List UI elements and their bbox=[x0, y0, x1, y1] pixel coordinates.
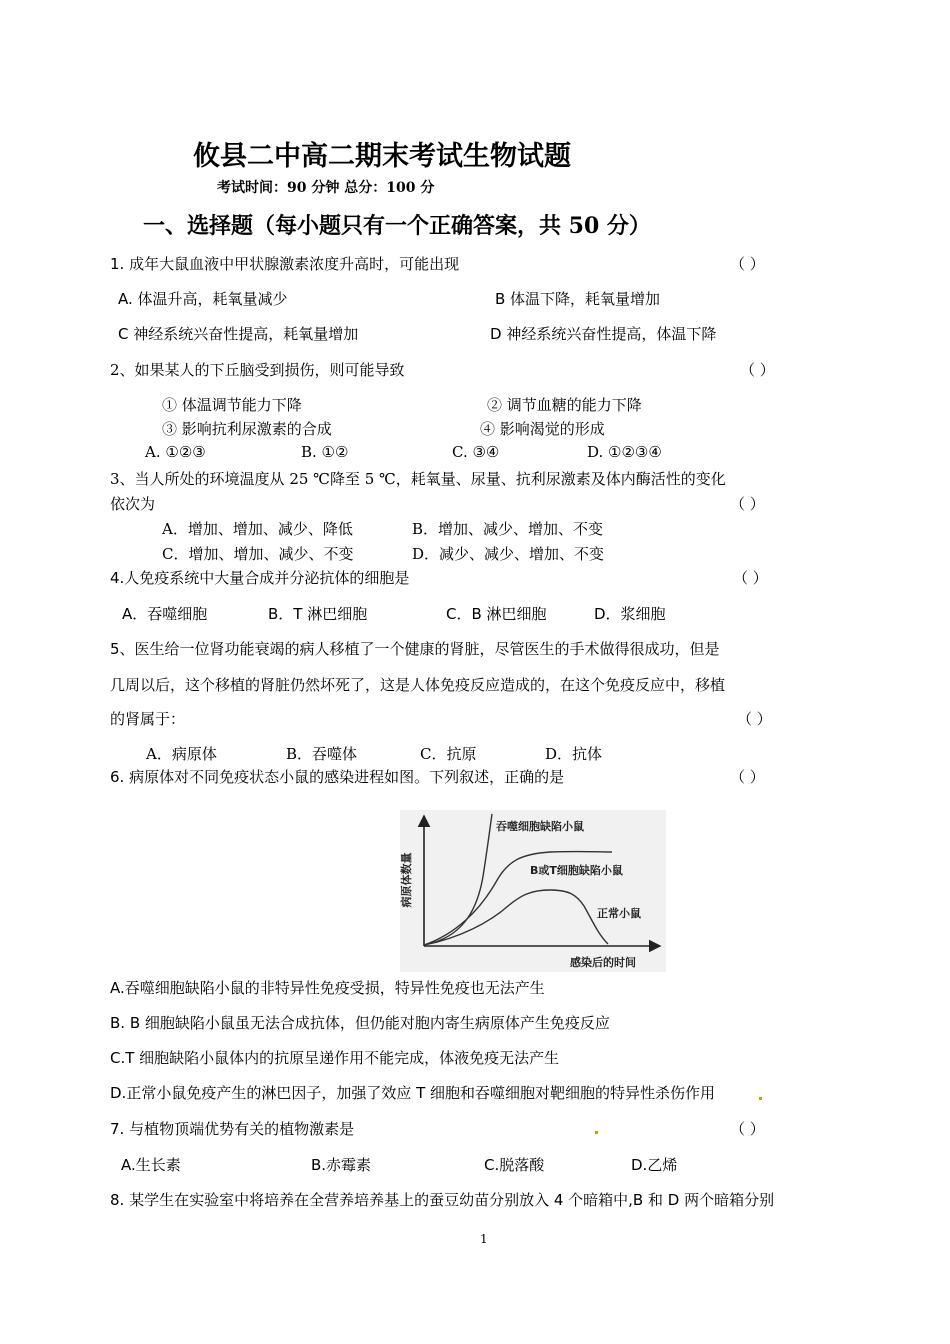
y-axis-label: 病原体数量 bbox=[400, 852, 413, 908]
curve-label-phagocyte: 吞噬细胞缺陷小鼠 bbox=[496, 820, 584, 833]
page-title: 攸县二中高二期末考试生物试题 bbox=[193, 141, 571, 172]
curve-normal-mouse bbox=[424, 890, 608, 945]
q6-option-a: A.吞噬细胞缺陷小鼠的非特异性免疫受损，特异性免疫也无法产生 bbox=[110, 979, 545, 997]
q3-option-c: C．增加、增加、减少、不变 bbox=[162, 545, 354, 563]
q2-stem: 2、如果某人的下丘脑受到损伤，则可能导致 bbox=[110, 361, 405, 379]
q6-option-c: C.T 细胞缺陷小鼠体内的抗原呈递作用不能完成，体液免疫无法产生 bbox=[110, 1049, 560, 1067]
q6-option-d: D.正常小鼠免疫产生的淋巴因子，加强了效应 T 细胞和吞噬细胞对靶细胞的特异性杀伤作用 bbox=[110, 1084, 716, 1102]
q2-option-b: B. ①② bbox=[301, 443, 349, 461]
q2-item-1: ① 体温调节能力下降 bbox=[162, 396, 302, 414]
q2-option-a: A. ①②③ bbox=[145, 443, 206, 461]
q1-option-d: D 神经系统兴奋性提高，体温下降 bbox=[490, 325, 717, 343]
q4-option-b: B．T 淋巴细胞 bbox=[268, 605, 368, 623]
q1-option-b: B 体温下降，耗氧量增加 bbox=[495, 290, 661, 308]
q5-answer-blank: （ ） bbox=[737, 710, 772, 728]
curve-label-bt: B或T细胞缺陷小鼠 bbox=[530, 864, 623, 877]
curve-phagocyte-deficient bbox=[424, 814, 492, 945]
q7-option-d: D.乙烯 bbox=[631, 1156, 678, 1174]
q2-item-4: ④ 影响渴觉的形成 bbox=[480, 420, 605, 438]
stray-mark bbox=[595, 1131, 598, 1134]
q7-answer-blank: （ ） bbox=[730, 1120, 765, 1138]
q4-stem: 4.人免疫系统中大量合成并分泌抗体的细胞是 bbox=[110, 569, 410, 587]
x-axis-label: 感染后的时间 bbox=[570, 956, 636, 969]
q3-option-d: D．减少、减少、增加、不变 bbox=[412, 545, 605, 563]
q4-option-d: D．浆细胞 bbox=[594, 605, 666, 623]
curve-label-normal: 正常小鼠 bbox=[597, 907, 641, 920]
q6-answer-blank: （ ） bbox=[730, 768, 765, 786]
q7-option-a: A.生长素 bbox=[121, 1156, 181, 1174]
q2-answer-blank: （ ） bbox=[740, 361, 775, 379]
q7-option-c: C.脱落酸 bbox=[484, 1156, 545, 1174]
q5-stem-line1: 5、医生给一位肾功能衰竭的病人移植了一个健康的肾脏，尽管医生的手术做得很成功，但是 bbox=[110, 640, 720, 658]
q5-option-a: A．病原体 bbox=[146, 745, 217, 763]
q5-option-b: B．吞噬体 bbox=[286, 745, 358, 763]
q5-option-d: D．抗体 bbox=[545, 745, 603, 763]
q7-stem: 7. 与植物顶端优势有关的植物激素是 bbox=[110, 1120, 355, 1138]
q4-answer-blank: （ ） bbox=[733, 569, 768, 587]
exam-info: 考试时间：90 分钟 总分：100 分 bbox=[217, 180, 435, 196]
q7-option-b: B.赤霉素 bbox=[311, 1156, 372, 1174]
q3-answer-blank: （ ） bbox=[730, 495, 765, 513]
q1-answer-blank: （ ） bbox=[730, 255, 765, 273]
q3-stem-line1: 3、当人所处的环境温度从 25 ℃降至 5 ℃，耗氧量、尿量、抗利尿激素及体内酶活性的变化 bbox=[110, 470, 726, 488]
infection-curve-figure bbox=[400, 810, 666, 972]
stray-mark bbox=[759, 1097, 762, 1100]
q6-stem: 6. 病原体对不同免疫状态小鼠的感染进程如图。下列叙述，正确的是 bbox=[110, 768, 565, 786]
q8-stem: 8. 某学生在实验室中将培养在全营养培养基上的蚕豆幼苗分别放入 4 个暗箱中,B 和 D 两个暗箱分别 bbox=[110, 1191, 775, 1209]
q2-item-3: ③ 影响抗利尿激素的合成 bbox=[162, 420, 332, 438]
q3-stem-line2: 依次为 bbox=[110, 495, 156, 513]
q4-option-a: A．吞噬细胞 bbox=[122, 605, 208, 623]
q1-option-c: C 神经系统兴奋性提高，耗氧量增加 bbox=[118, 325, 359, 343]
q4-option-c: C．B 淋巴细胞 bbox=[446, 605, 547, 623]
q5-stem-line2: 几周以后，这个移植的肾脏仍然坏死了，这是人体免疫反应造成的，在这个免疫反应中，移植 bbox=[110, 676, 726, 694]
q2-item-2: ② 调节血糖的能力下降 bbox=[487, 396, 642, 414]
q6-option-b: B. B 细胞缺陷小鼠虽无法合成抗体，但仍能对胞内寄生病原体产生免疫反应 bbox=[110, 1014, 610, 1032]
q5-option-c: C．抗原 bbox=[420, 745, 477, 763]
q1-option-a: A. 体温升高，耗氧量减少 bbox=[118, 290, 288, 308]
q3-option-b: B．增加、减少、增加、不变 bbox=[412, 520, 604, 538]
q2-option-c: C. ③④ bbox=[452, 443, 500, 461]
section-heading: 一、选择题（每小题只有一个正确答案，共 50 分） bbox=[143, 213, 651, 239]
page-number: 1 bbox=[480, 1232, 488, 1246]
q5-stem-line3: 的肾属于： bbox=[110, 710, 186, 728]
q1-stem: 1. 成年大鼠血液中甲状腺激素浓度升高时，可能出现 bbox=[110, 255, 460, 273]
q3-option-a: A．增加、增加、减少、降低 bbox=[162, 520, 353, 538]
q2-option-d: D. ①②③④ bbox=[587, 443, 662, 461]
